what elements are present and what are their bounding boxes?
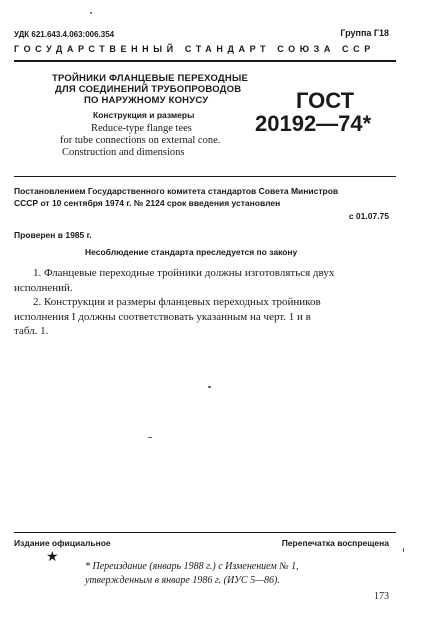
english-title-line-1: Reduce-type flange tees (91, 123, 192, 134)
edition-label: Издание официальное (14, 538, 111, 548)
title-subtitle: Конструкция и размеры (93, 110, 195, 120)
english-title-line-2: for tube connections on external cone. (60, 135, 221, 146)
star-icon: ★ (46, 550, 59, 565)
footer-rule (14, 532, 396, 533)
title-line-1: ТРОЙНИКИ ФЛАНЦЕВЫЕ ПЕРЕХОДНЫЕ (52, 73, 248, 84)
udk-code: УДК 621.643.4.063:006.354 (14, 30, 115, 39)
title-line-2: ДЛЯ СОЕДИНЕНИЙ ТРУБОПРОВОДОВ (55, 84, 242, 95)
reprint-notice: Перепечатка воспрещена (281, 538, 389, 548)
decree-line-2: СССР от 10 сентября 1974 г. № 2124 срок введения установлен (14, 198, 281, 208)
law-notice: Несоблюдение стандарта преследуется по закону (85, 247, 298, 257)
decree-rule (14, 176, 396, 177)
title-line-3: ПО НАРУЖНОМУ КОНУСУ (84, 95, 209, 106)
page-number: 173 (374, 591, 389, 602)
decree-line-1: Постановлением Государственного комитета стандартов Совета Министров (14, 186, 339, 196)
effective-date: с 01.07.75 (348, 211, 389, 221)
header-rule (14, 60, 396, 62)
gost-number: 20192—74* (255, 111, 372, 136)
paragraph-2-line-3: табл. 1. (14, 325, 49, 337)
scan-speck (403, 548, 404, 552)
english-title-line-3: Construction and dimensions (62, 147, 185, 158)
scan-speck (208, 386, 211, 388)
paragraph-2-line-1: 2. Конструкция и размеры фланцевых переходных тройников (33, 296, 321, 308)
standard-heading: ГОСУДАРСТВЕННЫЙ СТАНДАРТ СОЮЗА ССР (14, 44, 375, 54)
paragraph-1-line-1: 1. Фланцевые переходные тройники должны изготовляться двух (33, 267, 335, 279)
footnote-line-2: утвержденным в январе 1986 г. (ИУС 5—86). (85, 575, 280, 586)
scan-speck (90, 12, 92, 14)
checked-note: Проверен в 1985 г. (14, 230, 92, 240)
footnote-line-1: * Переиздание (январь 1988 г.) с Изменением № 1, (85, 561, 299, 572)
paragraph-1-line-2: исполнений. (14, 282, 73, 294)
group-code: Группа Г18 (340, 28, 389, 38)
paragraph-2-line-2: исполнения I должны соответствовать указанным на черт. 1 и в (14, 311, 311, 323)
gost-label: ГОСТ (296, 88, 355, 113)
scan-speck (148, 437, 152, 438)
